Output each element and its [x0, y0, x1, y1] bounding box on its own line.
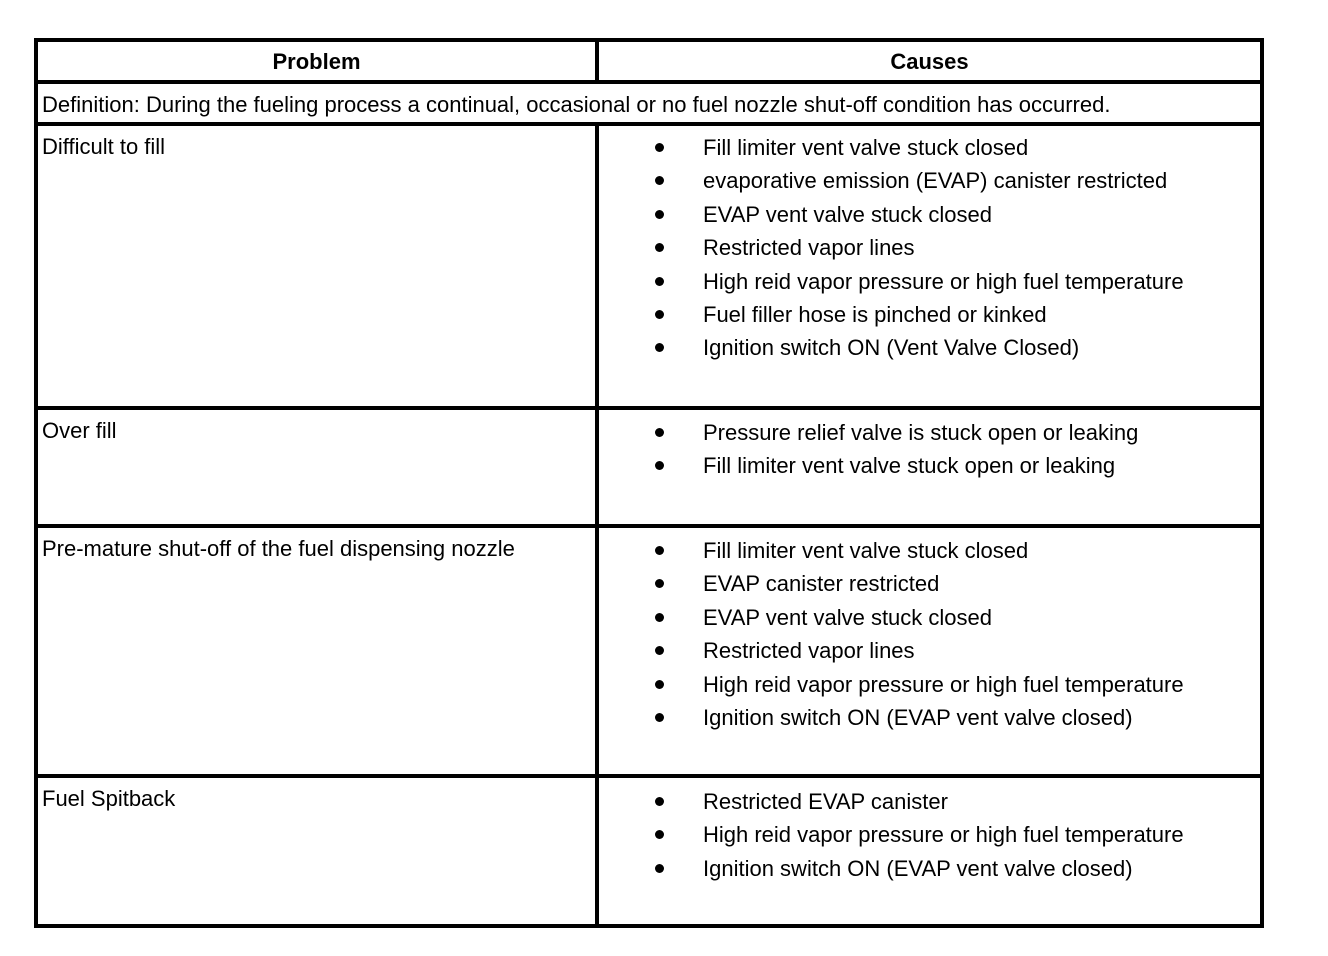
problem-cell: Fuel Spitback — [42, 786, 176, 811]
row-divider — [38, 774, 1260, 778]
cause-text: EVAP canister restricted — [703, 571, 940, 597]
cause-item — [599, 202, 1260, 235]
column-divider — [595, 42, 599, 80]
cause-item — [599, 638, 1260, 671]
row-divider — [38, 122, 1260, 126]
bullet-icon — [655, 680, 664, 689]
problem-cell: Difficult to fill — [42, 134, 166, 159]
cause-item — [599, 571, 1260, 604]
cause-text: Restricted EVAP canister — [703, 789, 948, 814]
header-causes: Causes — [890, 49, 969, 74]
row-divider — [38, 524, 1260, 528]
cause-text: Restricted vapor lines — [703, 638, 915, 664]
causes-list — [599, 135, 1260, 369]
bullet-icon — [655, 176, 664, 185]
cause-item — [599, 135, 1260, 168]
cause-text: High reid vapor pressure or high fuel temperature — [703, 671, 1184, 697]
bullet-icon — [655, 864, 664, 873]
cause-text: EVAP vent valve stuck closed — [703, 604, 992, 630]
cause-text: Fuel filler hose is pinched or kinked — [703, 301, 1047, 327]
causes-list — [599, 420, 1260, 487]
cause-item — [599, 822, 1260, 855]
bullet-icon — [655, 797, 664, 806]
causes-list — [599, 538, 1260, 738]
bullet-icon — [655, 243, 664, 252]
cause-text: High reid vapor pressure or high fuel temperature — [703, 822, 1184, 848]
cause-text: Ignition switch ON (EVAP vent valve closed) — [703, 855, 1133, 881]
cause-text: Fill limiter vent valve stuck closed — [703, 135, 1029, 160]
cause-item — [599, 235, 1260, 268]
cause-item — [599, 302, 1260, 335]
cause-item — [599, 538, 1260, 571]
cause-item — [599, 672, 1260, 705]
cause-item — [599, 269, 1260, 302]
bullet-icon — [655, 646, 664, 655]
cause-text: EVAP vent valve stuck closed — [703, 201, 992, 227]
cause-text: Fill limiter vent valve stuck closed — [703, 538, 1029, 563]
cause-text: High reid vapor pressure or high fuel temperature — [703, 268, 1184, 294]
cause-text: Fill limiter vent valve stuck open or leaking — [703, 453, 1116, 479]
problem-cell: Pre-mature shut-off of the fuel dispensing nozzle — [42, 536, 515, 561]
cause-item — [599, 420, 1260, 453]
cause-item — [599, 335, 1260, 368]
bullet-icon — [655, 713, 664, 722]
bullet-icon — [655, 830, 664, 839]
bullet-icon — [655, 428, 664, 437]
problem-cell: Over fill — [42, 418, 117, 443]
cause-item — [599, 605, 1260, 638]
causes-list — [599, 789, 1260, 889]
bullet-icon — [655, 210, 664, 219]
diagnostic-table — [34, 38, 1264, 928]
cause-item — [599, 453, 1260, 486]
header-problem: Problem — [272, 49, 361, 74]
bullet-icon — [655, 143, 664, 152]
bullet-icon — [655, 343, 664, 352]
cause-text: Ignition switch ON (Vent Valve Closed) — [703, 335, 1080, 361]
cause-item — [599, 789, 1260, 822]
cause-text: Pressure relief valve is stuck open or leaking — [703, 420, 1139, 445]
cause-item — [599, 168, 1260, 201]
bullet-icon — [655, 461, 664, 470]
bullet-icon — [655, 277, 664, 286]
bullet-icon — [655, 579, 664, 588]
cause-text: evaporative emission (EVAP) canister restricted — [703, 168, 1168, 194]
bullet-icon — [655, 613, 664, 622]
row-divider — [38, 406, 1260, 410]
cause-item — [599, 856, 1260, 889]
cause-item — [599, 705, 1260, 738]
definition-row: Definition: During the fueling process a continual, occasional or no fuel nozzle shut-off condition has occurred. — [42, 92, 1111, 117]
bullet-icon — [655, 546, 664, 555]
bullet-icon — [655, 310, 664, 319]
cause-text: Restricted vapor lines — [703, 235, 915, 261]
cause-text: Ignition switch ON (EVAP vent valve closed) — [703, 704, 1133, 730]
